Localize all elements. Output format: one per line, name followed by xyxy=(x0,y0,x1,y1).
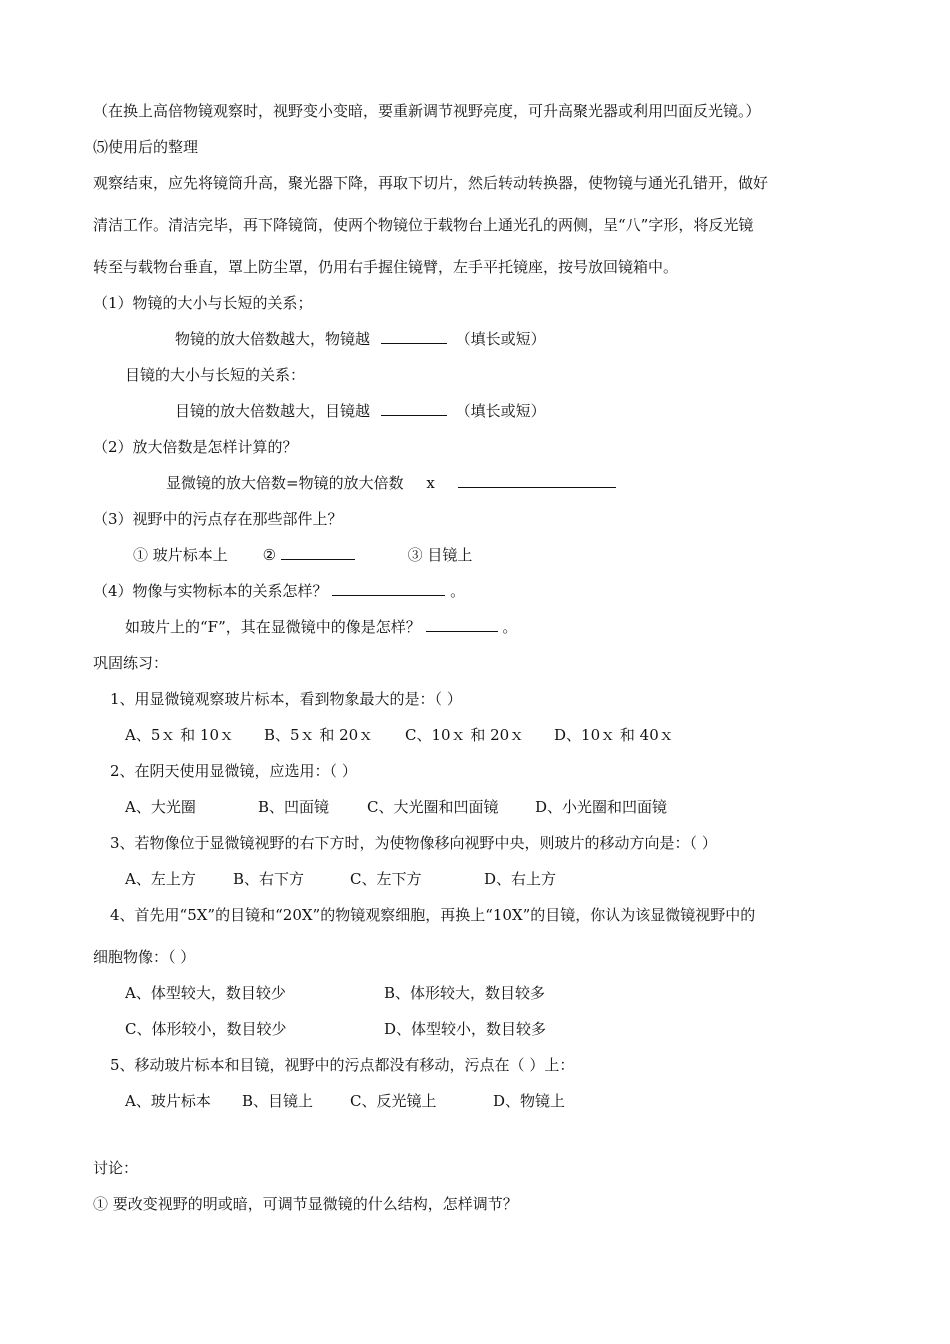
option-c[interactable]: C、10ｘ 和 20ｘ xyxy=(405,726,525,744)
intro-note: （在换上高倍物镜观察时，视野变小变暗，要重新调节视野亮度，可升高聚光器或利用凹面反光镜。） xyxy=(93,102,761,120)
option-2: ② xyxy=(262,546,277,564)
question-4-text: （4）物像与实物标本的关系怎样？ xyxy=(93,582,328,600)
discussion-question-1: ① 要改变视野的明或暗，可调节显微镜的什么结构，怎样调节？ xyxy=(93,1195,518,1213)
option-c[interactable]: C、体形较小，数目较少 xyxy=(125,1020,287,1038)
option-a[interactable]: A、左上方 xyxy=(125,870,196,888)
answer-blank[interactable] xyxy=(381,329,447,344)
question-4a-text: 如玻片上的“F”，其在显微镜中的像是怎样？ xyxy=(125,618,421,636)
question-1c-text: 目镜的放大倍数越大，目镜越 xyxy=(175,402,371,420)
option-d[interactable]: D、右上方 xyxy=(484,870,557,888)
option-d[interactable]: D、10ｘ 和 40ｘ xyxy=(554,726,674,744)
paragraph-line-2: 清洁工作。清洁完毕，再下降镜筒，使两个物镜位于载物台上通光孔的两侧，呈“八”字形，将反光镜 xyxy=(93,216,754,234)
question-3a xyxy=(133,545,472,565)
practice-question-5: 5、移动玻片标本和目镜，视野中的污点都没有移动，污点在（ ）上： xyxy=(110,1056,575,1074)
practice-1-options xyxy=(0,725,950,745)
practice-question-3: 3、若物像位于显微镜视野的右下方时，为使物像移向视野中央，则玻片的移动方向是：（ ） xyxy=(110,834,717,852)
practice-2-options xyxy=(0,797,950,817)
option-d[interactable]: D、小光圈和凹面镜 xyxy=(535,798,668,816)
paragraph-line-1: 观察结束，应先将镜筒升高，聚光器下降，再取下切片，然后转动转换器，使物镜与通光孔错开，做好 xyxy=(93,174,769,192)
option-a[interactable]: A、大光圈 xyxy=(125,798,196,816)
question-1c-hint: （填长或短） xyxy=(455,402,546,420)
option-eyepiece: ③ 目镜上 xyxy=(407,546,473,564)
question-1c xyxy=(175,401,546,421)
answer-blank[interactable] xyxy=(426,617,498,632)
option-c[interactable]: C、大光圈和凹面镜 xyxy=(367,798,499,816)
option-slide: ① 玻片标本上 xyxy=(133,546,228,564)
option-a[interactable]: A、5ｘ 和 10ｘ xyxy=(125,726,234,744)
option-b[interactable]: B、右下方 xyxy=(233,870,305,888)
practice-question-2: 2、在阴天使用显微镜，应选用：（ ） xyxy=(110,762,357,780)
multiply-sign: x xyxy=(426,474,435,492)
option-c[interactable]: C、左下方 xyxy=(350,870,422,888)
question-2a xyxy=(166,473,616,493)
practice-heading: 巩固练习： xyxy=(93,654,169,672)
option-a[interactable]: A、体型较大，数目较少 xyxy=(125,984,286,1002)
practice-4-options-row-1 xyxy=(0,983,950,1003)
question-2: （2）放大倍数是怎样计算的？ xyxy=(93,438,298,456)
answer-blank[interactable] xyxy=(458,473,616,488)
step5-title: ⑸使用后的整理 xyxy=(93,138,199,156)
question-1a-text: 物镜的放大倍数越大，物镜越 xyxy=(175,330,371,348)
question-3: （3）视野中的污点存在那些部件上？ xyxy=(93,510,343,528)
question-1b: 目镜的大小与长短的关系： xyxy=(125,366,306,384)
practice-4-options-row-2 xyxy=(0,1019,950,1039)
practice-question-1: 1、用显微镜观察玻片标本，看到物象最大的是：（ ） xyxy=(110,690,462,708)
paragraph-line-3: 转至与载物台垂直，罩上防尘罩，仍用右手握住镜臂，左手平托镜座，按号放回镜箱中。 xyxy=(93,258,679,276)
question-4-end: 。 xyxy=(450,582,466,600)
answer-blank[interactable] xyxy=(281,545,355,560)
question-4a xyxy=(125,617,517,637)
option-a[interactable]: A、玻片标本 xyxy=(125,1092,211,1110)
option-b[interactable]: B、目镜上 xyxy=(242,1092,314,1110)
question-1a-hint: （填长或短） xyxy=(455,330,546,348)
option-c[interactable]: C、反光镜上 xyxy=(350,1092,437,1110)
question-1a xyxy=(175,329,546,349)
practice-question-4-line-2: 细胞物像：（ ） xyxy=(93,948,196,966)
option-b[interactable]: B、5ｘ 和 20ｘ xyxy=(264,726,374,744)
practice-3-options xyxy=(0,869,950,889)
question-4a-end: 。 xyxy=(502,618,518,636)
answer-blank[interactable] xyxy=(381,401,447,416)
practice-question-4-line-1: 4、首先用“5X”的目镜和“20X”的物镜观察细胞，再换上“10X”的目镜，你认为该显微镜视野中的 xyxy=(110,906,756,924)
question-1: （1）物镜的大小与长短的关系； xyxy=(93,294,313,312)
practice-5-options xyxy=(0,1091,950,1111)
answer-blank[interactable] xyxy=(332,581,445,596)
question-2a-text: 显微镜的放大倍数=物镜的放大倍数 xyxy=(166,474,404,492)
discussion-heading: 讨论： xyxy=(93,1159,139,1177)
option-d[interactable]: D、物镜上 xyxy=(493,1092,566,1110)
question-4 xyxy=(93,581,465,601)
option-d[interactable]: D、体型较小，数目较多 xyxy=(384,1020,547,1038)
option-b[interactable]: B、凹面镜 xyxy=(258,798,330,816)
option-b[interactable]: B、体形较大，数目较多 xyxy=(384,984,546,1002)
